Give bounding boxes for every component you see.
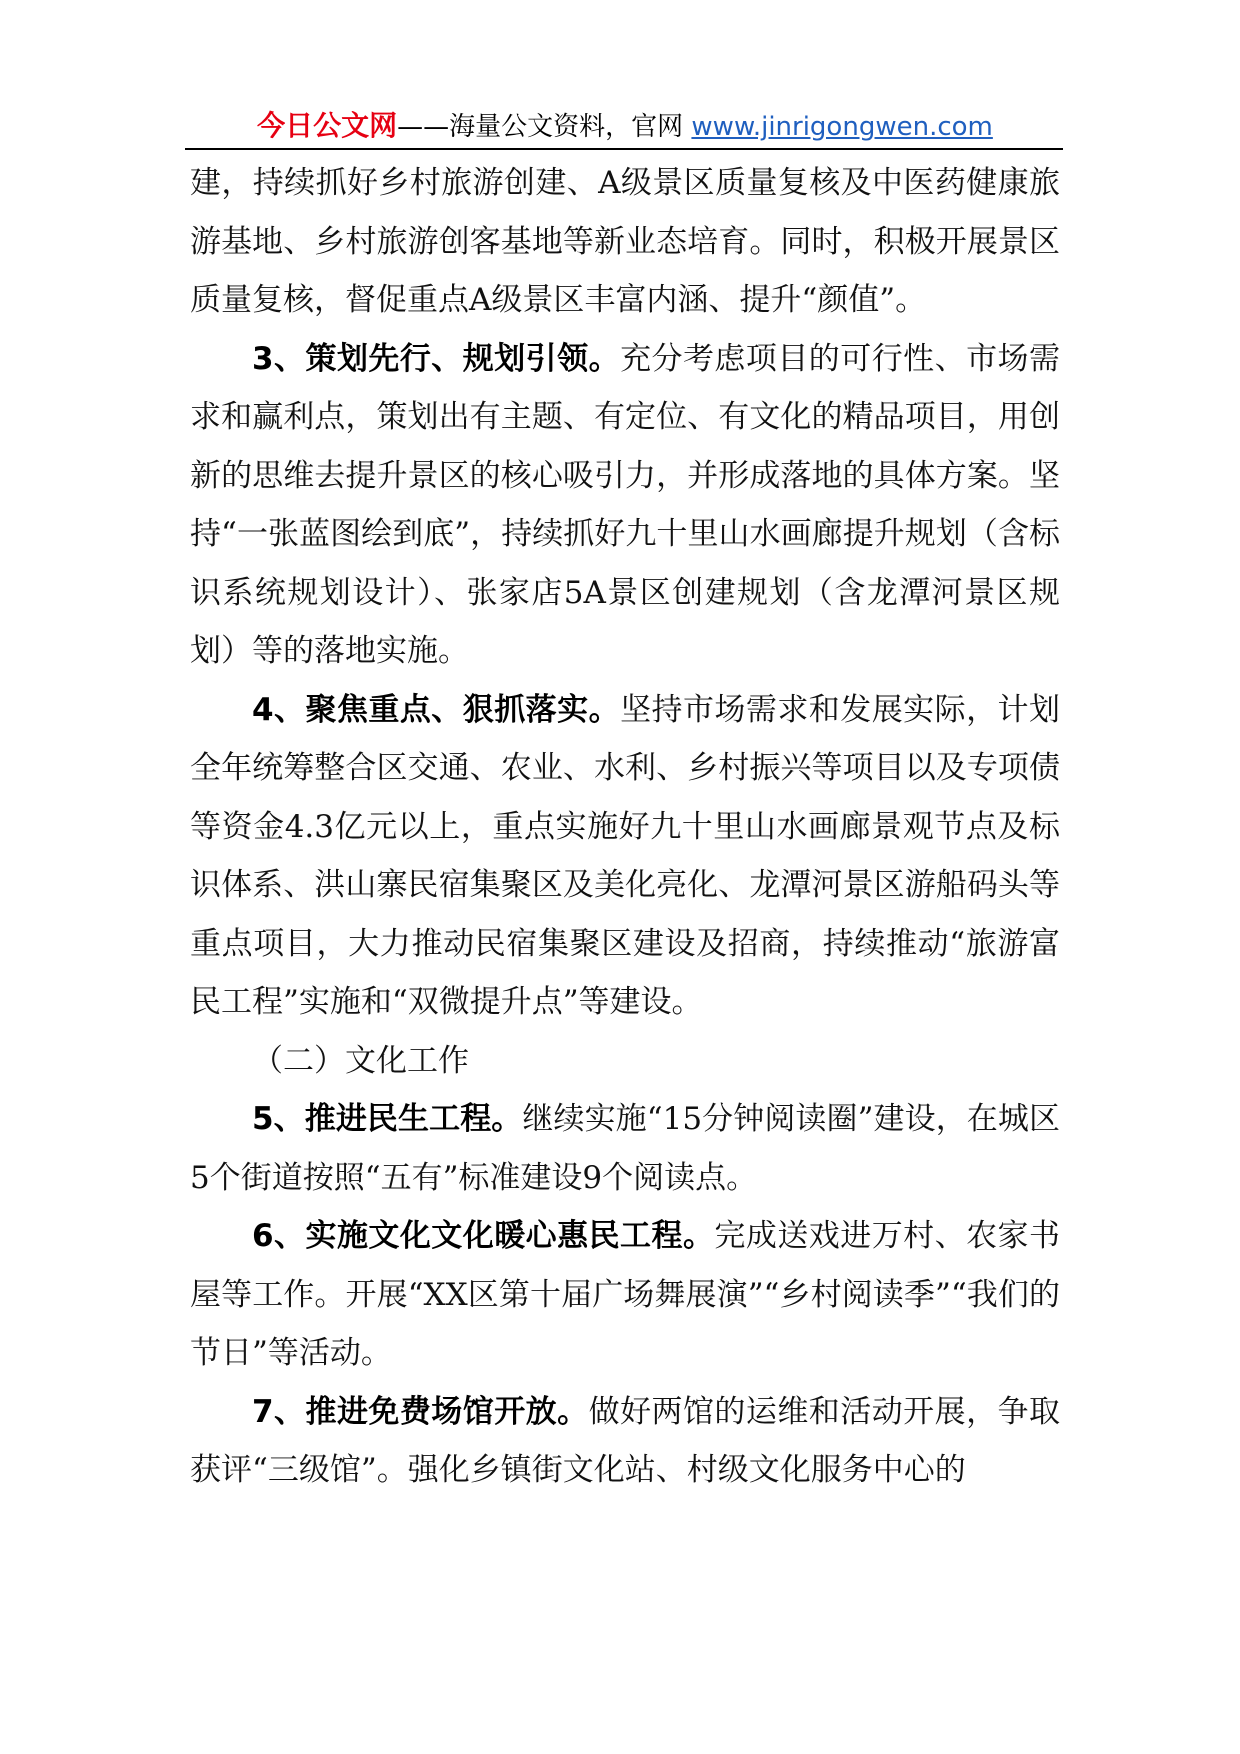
site-header xyxy=(190,106,1060,146)
paragraph-5 xyxy=(190,1090,1060,1207)
paragraph-4 xyxy=(190,681,1060,1032)
paragraph-4-title: 4、聚焦重点、狠抓落实。 xyxy=(252,691,621,728)
paragraph-7-body: 做好两馆的运维和活动开展，争取获评“三级馆”。强化乡镇街文化站、村级文化服务中心的 xyxy=(190,1393,1061,1488)
paragraph-6-body: 完成送戏进万村、农家书屋等工作。开展“XX区第十届广场舞展演”“乡村阅读季”“我们的节日”等活动。 xyxy=(190,1218,1060,1371)
header-divider xyxy=(185,148,1063,150)
paragraph-6 xyxy=(190,1207,1060,1383)
site-brand: 今日公文网 xyxy=(257,109,398,142)
paragraph-6-title: 6、实施文化文化暖心惠民工程。 xyxy=(252,1218,715,1254)
document-body xyxy=(190,154,1060,1500)
paragraph-5-body: 继续实施“15分钟阅读圈”建设，在城区5个街道按照“五有”标准建设9个阅读点。 xyxy=(190,1101,1060,1196)
section-heading-culture: （二）文化工作 xyxy=(252,1042,469,1079)
paragraph-3 xyxy=(190,330,1060,681)
paragraph-continued: 建，持续抓好乡村旅游创建、A级景区质量复核及中医药健康旅游基地、乡村旅游创客基地等新业态培育。同时，积极开展景区质量复核，督促重点A级景区丰富内涵、提升“颜值”。 xyxy=(190,165,1060,318)
paragraph-7-title: 7、推进免费场馆开放。 xyxy=(252,1393,589,1430)
paragraph-4-body: 坚持市场需求和发展实际，计划全年统筹整合区交通、农业、水利、乡村振兴等项目以及专项债等资金4.3亿元以上，重点实施好九十里山水画廊景观节点及标识体系、洪山寨民宿集聚区及美化亮化、龙潭河景区游船码头等重点项目，大力推动民宿集聚区建设及招商，持续推动“旅游富民工程”实施和“双微提升点”等建设。 xyxy=(190,691,1061,1020)
paragraph-5-title: 5、推进民生工程。 xyxy=(252,1101,523,1137)
site-url-link[interactable]: www.jinrigongwen.com xyxy=(691,112,993,142)
paragraph-7 xyxy=(190,1383,1060,1500)
site-tagline: ——海量公文资料，官网 xyxy=(397,112,692,142)
paragraph-3-title: 3、策划先行、规划引领。 xyxy=(252,340,621,377)
paragraph-3-body: 充分考虑项目的可行性、市场需求和赢利点，策划出有主题、有定位、有文化的精品项目，用创新的思维去提升景区的核心吸引力，并形成落地的具体方案。坚持“一张蓝图绘到底”，持续抓好九十里山水画廊提升规划（含标识系统规划设计）、张家店5A景区创建规划（含龙潭河景区规划）等的落地实施。 xyxy=(190,340,1061,669)
